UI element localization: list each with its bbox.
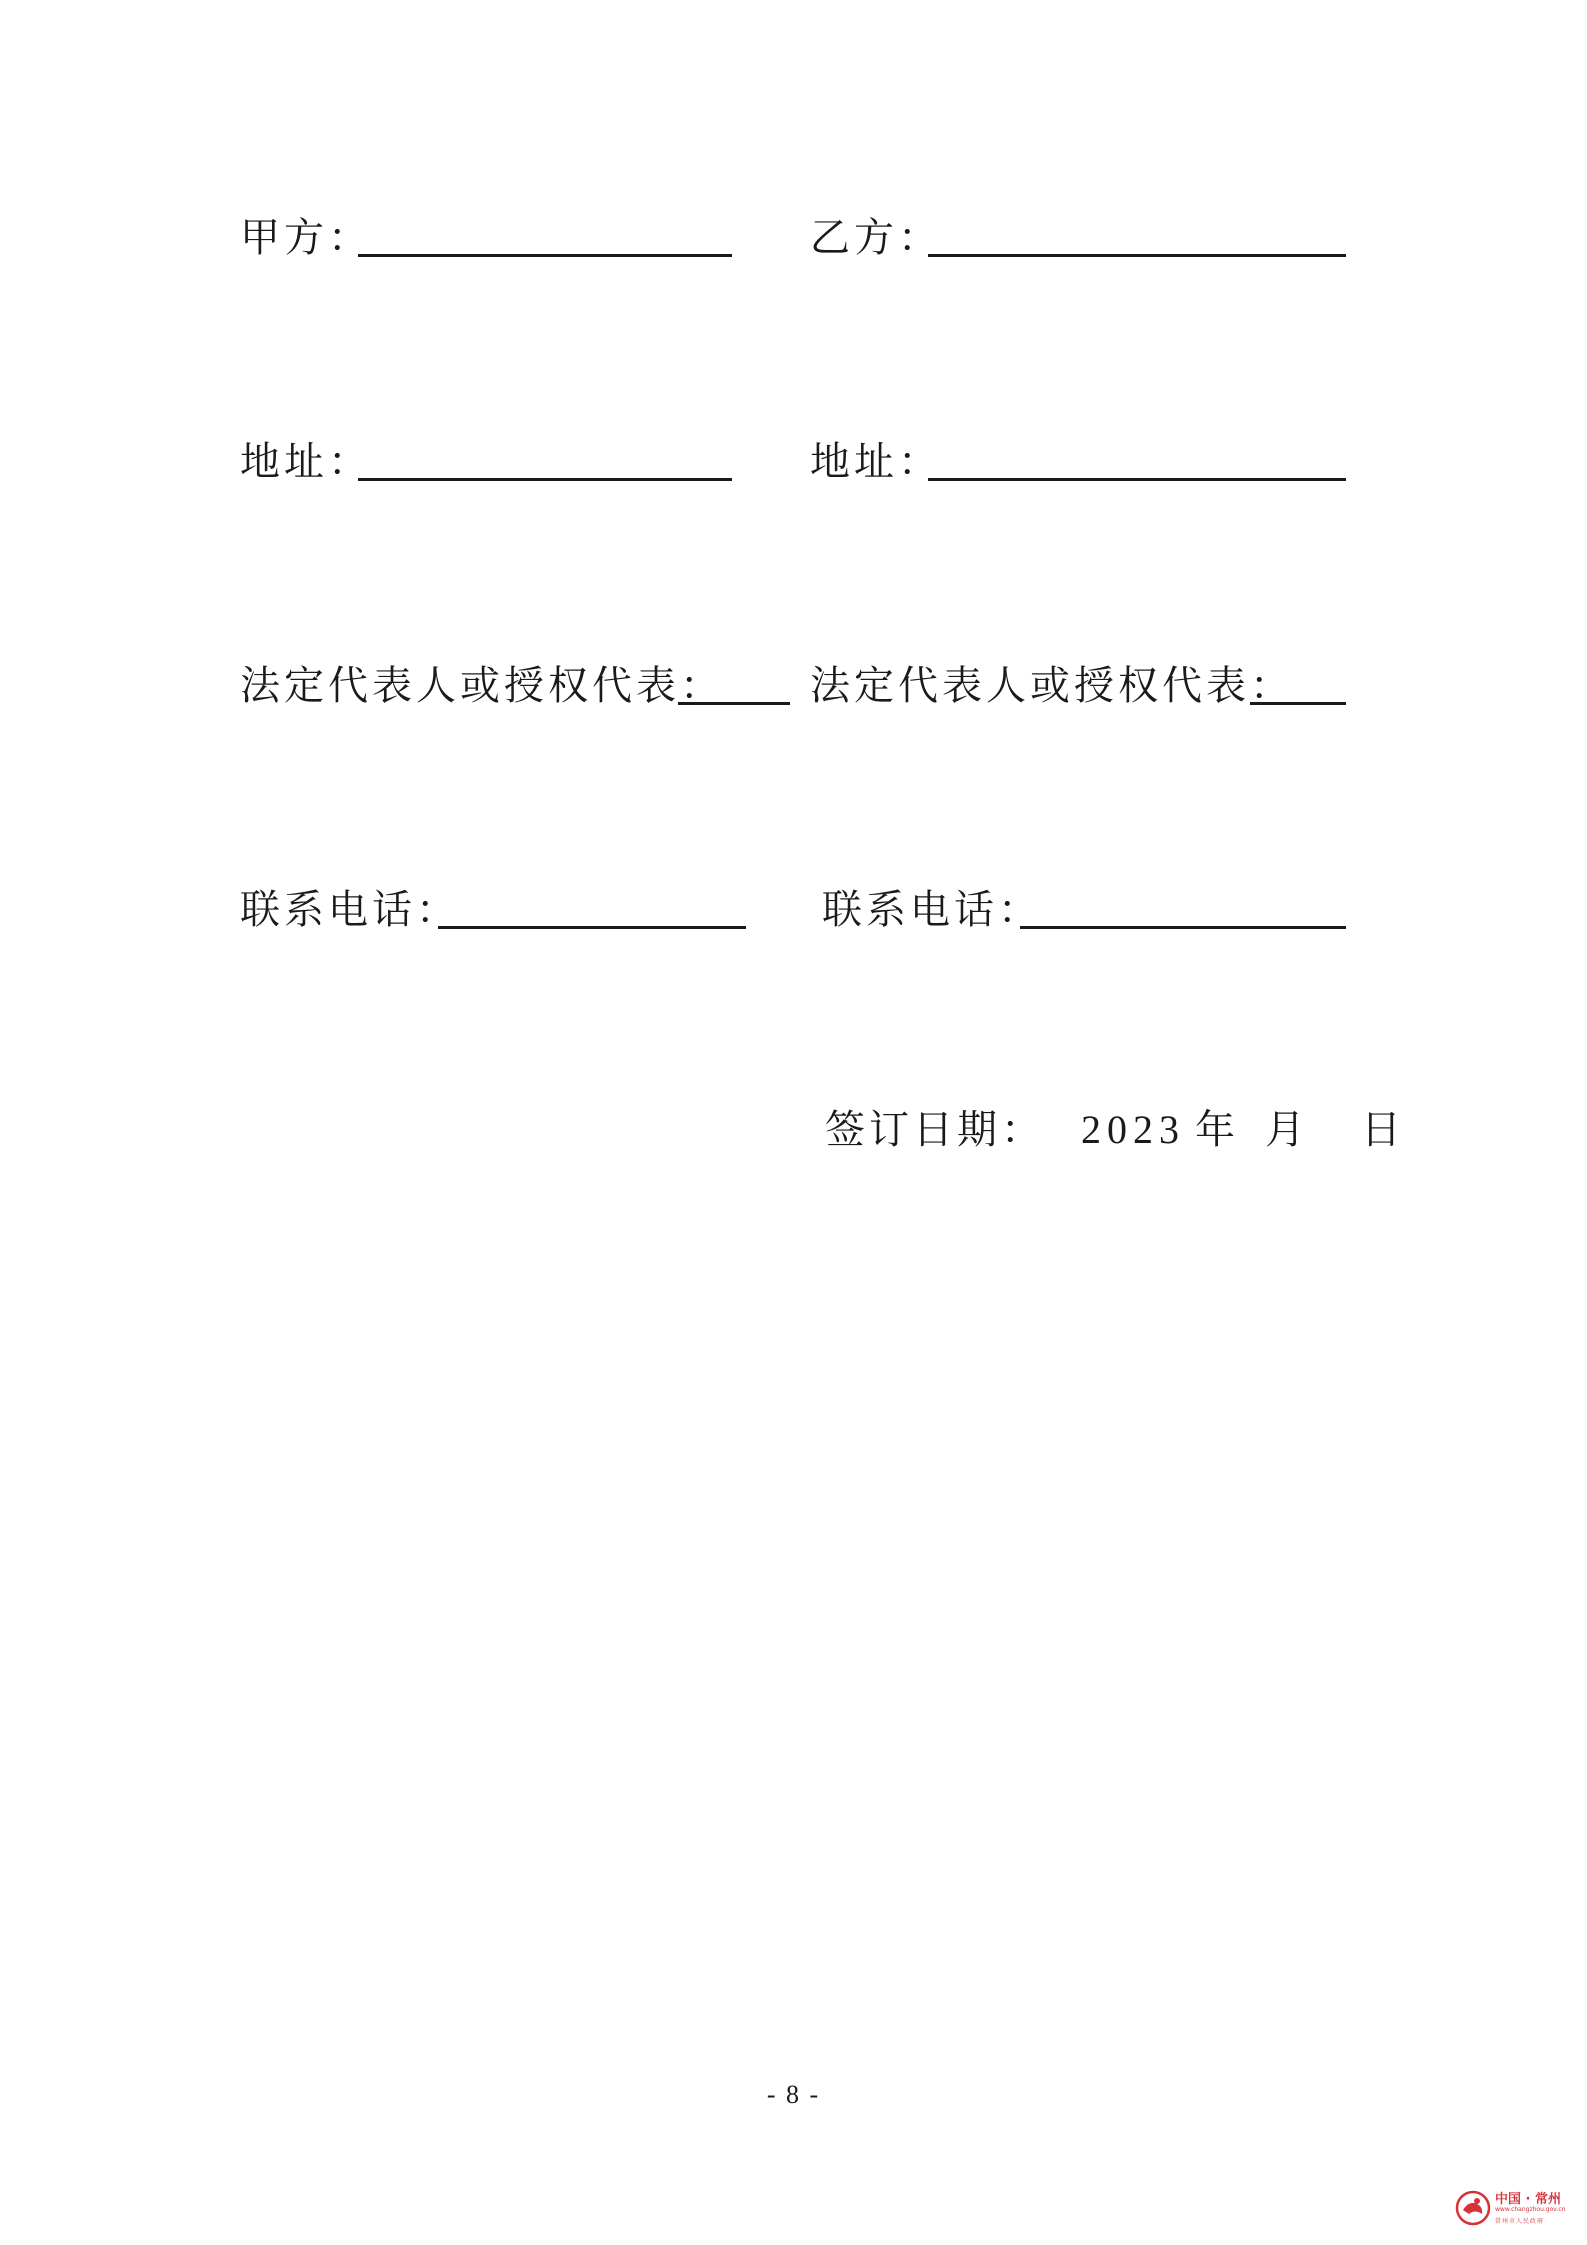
party-b-address-line: [928, 478, 1346, 481]
party-a-representative-line: [678, 702, 790, 705]
party-b-name-label: 乙方：: [810, 215, 942, 261]
signing-date-year: 2023: [1081, 1107, 1185, 1152]
page-number: - 8 -: [766, 2080, 821, 2109]
party-a-phone-line: [438, 926, 746, 929]
party-a-name-label: 甲方：: [240, 215, 372, 261]
party-b-phone-label: 联系电话：: [822, 887, 1042, 933]
signing-date-month-unit: 月: [1265, 1107, 1309, 1153]
changzhou-emblem-icon: [1455, 2190, 1491, 2226]
watermark-subtitle: 常州市人民政府: [1495, 2218, 1545, 2225]
watermark-url: www.changzhou.gov.cn: [1495, 2206, 1566, 2213]
party-a-phone-label: 联系电话：: [240, 887, 460, 933]
signing-date-year-unit: 年: [1195, 1107, 1239, 1153]
party-b-address-label: 地址：: [810, 439, 942, 485]
party-b-name-line: [928, 254, 1346, 257]
signing-date-day-unit: 日: [1361, 1107, 1405, 1153]
signing-date-label: 签订日期：: [825, 1107, 1045, 1153]
party-b-phone-line: [1020, 926, 1346, 929]
watermark-title: 中国 · 常州: [1495, 2192, 1561, 2207]
party-a-name-line: [358, 254, 732, 257]
party-a-representative-label: 法定代表人或授权代表：: [240, 663, 724, 709]
party-a-address-label: 地址：: [240, 439, 372, 485]
watermark-logo: [1455, 2186, 1580, 2230]
signing-date: [825, 1106, 1405, 1154]
party-b-representative-line: [1250, 702, 1346, 705]
party-a-address-line: [358, 478, 732, 481]
party-b-representative-label: 法定代表人或授权代表：: [810, 663, 1294, 709]
